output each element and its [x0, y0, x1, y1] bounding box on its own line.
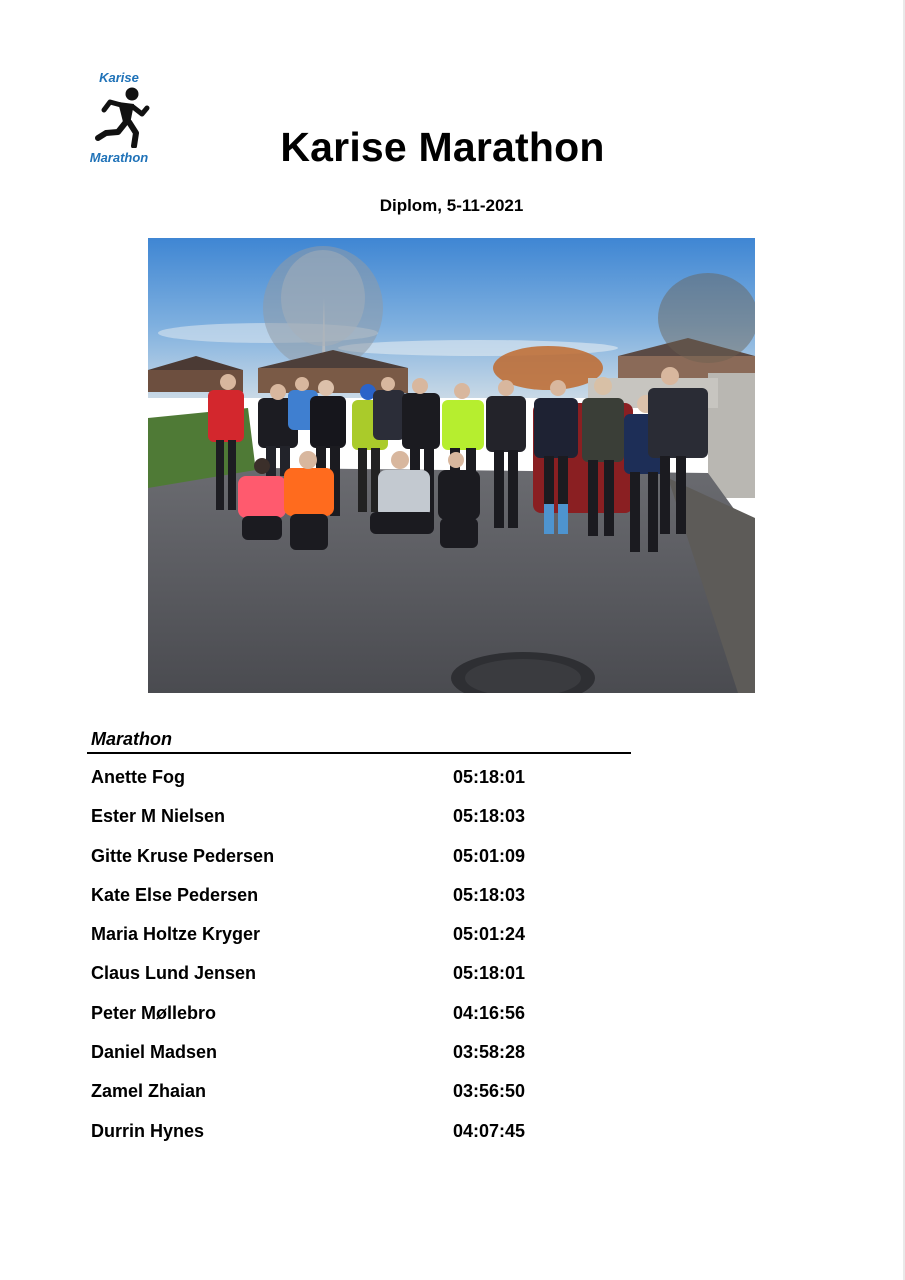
- result-row: [91, 806, 631, 845]
- result-row: [91, 1003, 631, 1042]
- result-row: [91, 885, 631, 924]
- section-divider: [87, 752, 631, 754]
- result-row: [91, 846, 631, 885]
- runner-name: Gitte Kruse Pedersen: [91, 845, 275, 866]
- finish-time: 04:16:56: [453, 1002, 526, 1023]
- result-row: [91, 767, 631, 806]
- runner-name: Zamel Zhaian: [91, 1081, 207, 1102]
- finish-time: 05:18:03: [453, 884, 526, 905]
- results-list: [91, 767, 631, 1160]
- page-title: Karise Marathon: [280, 124, 605, 170]
- runner-name: Ester M Nielsen: [91, 806, 226, 827]
- runner-name: Daniel Madsen: [91, 1042, 218, 1063]
- runner-name: Maria Holtze Kryger: [91, 924, 261, 945]
- logo-top-word: Karise: [99, 70, 139, 85]
- finish-time: 05:01:24: [453, 924, 526, 945]
- finish-time: 05:18:01: [453, 767, 526, 787]
- finish-time: 05:18:01: [453, 963, 526, 984]
- runner-name: Kate Else Pedersen: [91, 884, 259, 905]
- finish-time: 05:01:09: [453, 845, 526, 866]
- logo-bottom-word: Marathon: [89, 150, 149, 165]
- finish-time: 03:56:50: [453, 1081, 526, 1102]
- group-photo: [148, 238, 755, 693]
- finish-time: 05:18:03: [453, 806, 526, 827]
- runner-name: Durrin Hynes: [91, 1120, 205, 1141]
- runner-name: Anette Fog: [91, 767, 185, 787]
- result-row: [91, 963, 631, 1002]
- result-row: [91, 924, 631, 963]
- finish-time: 03:58:28: [453, 1042, 526, 1063]
- runner-name: Peter Møllebro: [91, 1002, 217, 1023]
- finish-time: 04:07:45: [453, 1120, 526, 1141]
- result-row: [91, 1081, 631, 1120]
- runner-name: Claus Lund Jensen: [91, 963, 257, 984]
- diploma-date: Diplom, 5-11-2021: [379, 196, 524, 215]
- section-title-marathon: Marathon: [91, 729, 172, 749]
- result-row: [91, 1042, 631, 1081]
- result-row: [91, 1121, 631, 1160]
